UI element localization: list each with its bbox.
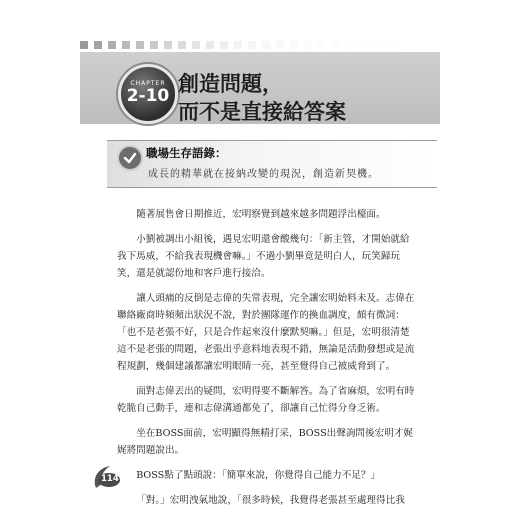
chapter-title-line1: 創造問題， [178,72,283,96]
square [136,41,144,49]
chapter-badge-number: 2-10 [126,85,170,106]
square [262,41,270,49]
paragraph: 讓人頭痛的反倒是志偉的失常表現，完全讓宏明始料未及。志偉在聯絡廠商時頻頻出狀況不說，對於團隊運作的換血調度，頗有微詞：「也不是老張不好，只是合作起來沒什麼默契嘛。」但是，宏明很清楚這不是老張的問題，老張出乎意料地表現不錯，無論是活動發想或是流程規劃，幾個建議都讓宏明眼睛一亮，甚至覺得自己被威脅到了。 [117,293,415,372]
page-number: 114 [101,474,119,484]
square [94,41,102,49]
square [192,41,200,49]
square [122,41,130,49]
square [276,41,284,49]
square [178,41,186,49]
paragraph: 小劉被調出小組後，遇見宏明還會酸幾句：「新主管，才開始就給我下馬威，不給我表現機會嘛。」不過小劉畢竟是明白人，玩笑歸玩笑，還是就認份地和客戶進行接洽。 [117,234,410,279]
square [108,41,116,49]
square [248,41,256,49]
square [304,41,312,49]
paragraph: 面對志偉丟出的疑問，宏明得要不斷解答。為了省麻煩，宏明有時乾脆自己動手，連和志偉溝通都免了，卻讓自己忙得分身乏術。 [117,386,415,414]
decorative-squares [80,41,424,49]
square [388,41,396,49]
body-text [117,206,417,517]
square [360,41,368,49]
square [80,41,88,49]
square [332,41,340,49]
paragraph: 隨著展售會日期推近，宏明察覺到越來越多問題浮出檯面。 [136,209,386,220]
square [290,41,298,49]
square [220,41,228,49]
chapter-title-line2: 而不是直接給答案 [178,100,346,124]
square [164,41,172,49]
square [234,41,242,49]
square [374,41,382,49]
square [318,41,326,49]
paragraph: BOSS點了點頭說：「簡單來說，你覺得自己能力不足？」 [136,470,381,481]
square [416,41,424,49]
checkmark-icon [117,145,143,171]
square [150,41,158,49]
square [346,41,354,49]
paragraph: 「對。」宏明洩氣地說，「很多時候，我覺得老張甚至處理得比我 [136,495,405,506]
square [402,41,410,49]
chapter-badge [118,64,178,124]
chapter-badge-label: CHAPTER [130,79,166,87]
motto-text: 成長的精華就在接納改變的現況，創造新契機。 [148,169,379,180]
motto-heading: 職場生存語錄： [146,146,227,160]
square [206,41,214,49]
chapter-title [178,70,346,126]
paragraph: 坐在BOSS面前，宏明顯得無精打采，BOSS出聲詢問後宏明才娓娓將問題說出。 [117,428,413,456]
